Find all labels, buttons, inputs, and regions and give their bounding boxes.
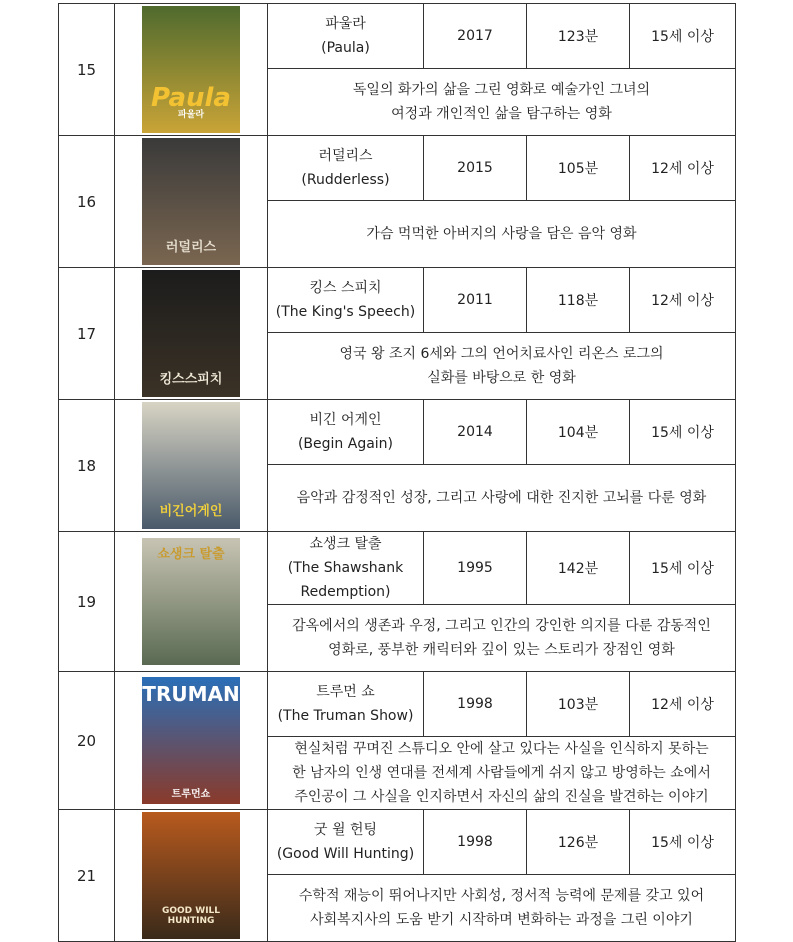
poster-cell [115,532,268,672]
movie-description [268,69,736,136]
movie-rating [630,268,736,333]
title-korean: 쇼생크 탈출 [309,536,382,552]
movie-number-text: 16 [76,192,97,211]
poster-cell [115,4,268,136]
movie-rating [630,400,736,465]
movie-number-text: 20 [76,731,97,750]
runtime-text: 105분 [557,161,599,177]
rating-text: 12세 이상 [651,161,714,177]
poster-title: 비긴어게인 [159,503,223,519]
movie-poster [142,6,240,133]
movie-runtime [527,810,630,875]
title-english: (The Shawshank Redemption) [287,560,404,600]
rating-text: 15세 이상 [651,835,714,851]
description-line: 수학적 재능이 뛰어나지만 사회성, 정서적 능력에 문제를 갖고 있어 [298,888,705,904]
movie-number [59,810,115,942]
description-line: 사회복지사의 도움 받기 시작하며 변화하는 과정을 그린 이야기 [310,912,693,928]
movie-number-text: 15 [76,60,97,79]
poster-cell [115,136,268,268]
movie-runtime [527,268,630,333]
description-line: 주인공이 그 사실을 인지하면서 자신의 삶의 진실을 발견하는 이야기 [294,789,709,805]
poster-subtitle: 트루먼쇼 [171,789,211,800]
description-line: 현실처럼 꾸며진 스튜디오 안에 살고 있다는 사실을 인식하지 못하는 [294,741,709,757]
poster-title: 킹스스피치 [159,371,223,387]
title-korean: 굿 윌 헌팅 [314,822,377,838]
movie-runtime [527,532,630,605]
movie-poster [142,138,240,265]
title-korean: 트루먼 쇼 [316,684,375,700]
title-english: (Begin Again) [297,436,394,452]
movie-title [268,532,424,605]
poster-cell [115,810,268,942]
poster-title: 러덜리스 [165,239,217,255]
movie-number-text: 17 [76,324,97,343]
movie-row-top [59,810,736,875]
year-text: 1998 [457,834,493,850]
title-english: (The Truman Show) [277,708,414,724]
title-english: (Rudderless) [301,172,390,188]
rating-text: 15세 이상 [651,29,714,45]
movie-title [268,400,424,465]
description-line: 영화로, 풍부한 캐릭터와 깊이 있는 스토리가 장점인 영화 [328,642,675,658]
poster-cell [115,268,268,400]
rating-text: 15세 이상 [651,425,714,441]
description-line: 음악과 감정적인 성장, 그리고 사랑에 대한 진지한 고뇌를 다룬 영화 [296,490,707,506]
movie-title [268,268,424,333]
movie-title [268,4,424,69]
movie-description [268,465,736,532]
title-korean: 파울라 [325,16,366,32]
movie-runtime [527,400,630,465]
movie-poster [142,538,240,665]
movie-row-top [59,400,736,465]
poster-title: GOOD WILL HUNTING [161,906,221,927]
description-line: 가슴 먹먹한 아버지의 사랑을 담은 음악 영화 [366,226,637,242]
movie-year [424,4,527,69]
movie-row-top [59,4,736,69]
year-text: 1998 [457,696,493,712]
movie-row-top [59,672,736,737]
description-line: 실화를 바탕으로 한 영화 [427,370,576,386]
movie-year [424,400,527,465]
movie-number-text: 18 [76,456,97,475]
poster-subtitle: 파울라 [177,110,205,121]
movie-year [424,136,527,201]
movie-row-top [59,136,736,201]
movie-year [424,268,527,333]
title-korean: 비긴 어게인 [309,412,382,428]
movie-runtime [527,136,630,201]
poster-cell [115,400,268,532]
movie-description [268,333,736,400]
movie-title [268,672,424,737]
movie-number-text: 19 [76,592,97,611]
movie-number [59,4,115,136]
title-english: (Good Will Hunting) [276,846,415,862]
movie-row-top [59,532,736,605]
movie-rating [630,136,736,201]
year-text: 1995 [457,560,493,576]
movie-row-top [59,268,736,333]
poster-title: Paula [151,83,231,113]
poster-cell [115,672,268,810]
movie-number [59,136,115,268]
runtime-text: 104분 [557,425,599,441]
movie-table [58,3,736,942]
year-text: 2017 [457,28,493,44]
title-english: (Paula) [321,40,370,56]
movie-title [268,810,424,875]
movie-runtime [527,672,630,737]
rating-text: 12세 이상 [651,293,714,309]
poster-title: 쇼생크 탈출 [157,547,225,562]
poster-title: TRUMAN [142,682,240,706]
runtime-text: 103분 [557,697,599,713]
movie-number [59,400,115,532]
movie-runtime [527,4,630,69]
movie-rating [630,810,736,875]
movie-rating [630,532,736,605]
description-line: 독일의 화가의 삶을 그린 영화로 예술가인 그녀의 [352,82,651,98]
movie-number [59,672,115,810]
runtime-text: 118분 [557,293,599,309]
rating-text: 15세 이상 [651,561,714,577]
movie-poster [142,402,240,529]
movie-description [268,737,736,810]
title-english: (The King's Speech) [275,304,416,320]
movie-number [59,532,115,672]
movie-year [424,672,527,737]
year-text: 2011 [457,292,493,308]
runtime-text: 142분 [557,561,599,577]
year-text: 2014 [457,424,493,440]
description-line: 영국 왕 조지 6세와 그의 언어치료사인 리온스 로그의 [339,346,664,362]
movie-poster [142,270,240,397]
movie-rating [630,672,736,737]
movie-poster [142,677,240,804]
title-korean: 킹스 스피치 [309,280,382,296]
movie-year [424,810,527,875]
movie-title [268,136,424,201]
movie-number-text: 21 [76,866,97,885]
movie-poster [142,812,240,939]
movie-year [424,532,527,605]
movie-number [59,268,115,400]
description-line: 감옥에서의 생존과 우정, 그리고 인간의 강인한 의지를 다룬 감동적인 [292,618,711,634]
runtime-text: 123분 [557,29,599,45]
description-line: 한 남자의 인생 연대를 전세계 사람들에게 쉬지 않고 방영하는 쇼에서 [292,765,711,781]
year-text: 2015 [457,160,493,176]
movie-description [268,875,736,942]
title-korean: 러덜리스 [318,148,373,164]
movie-description [268,605,736,672]
rating-text: 12세 이상 [651,697,714,713]
movie-description [268,201,736,268]
runtime-text: 126분 [557,835,599,851]
movie-rating [630,4,736,69]
description-line: 여정과 개인적인 삶을 탐구하는 영화 [391,106,612,122]
